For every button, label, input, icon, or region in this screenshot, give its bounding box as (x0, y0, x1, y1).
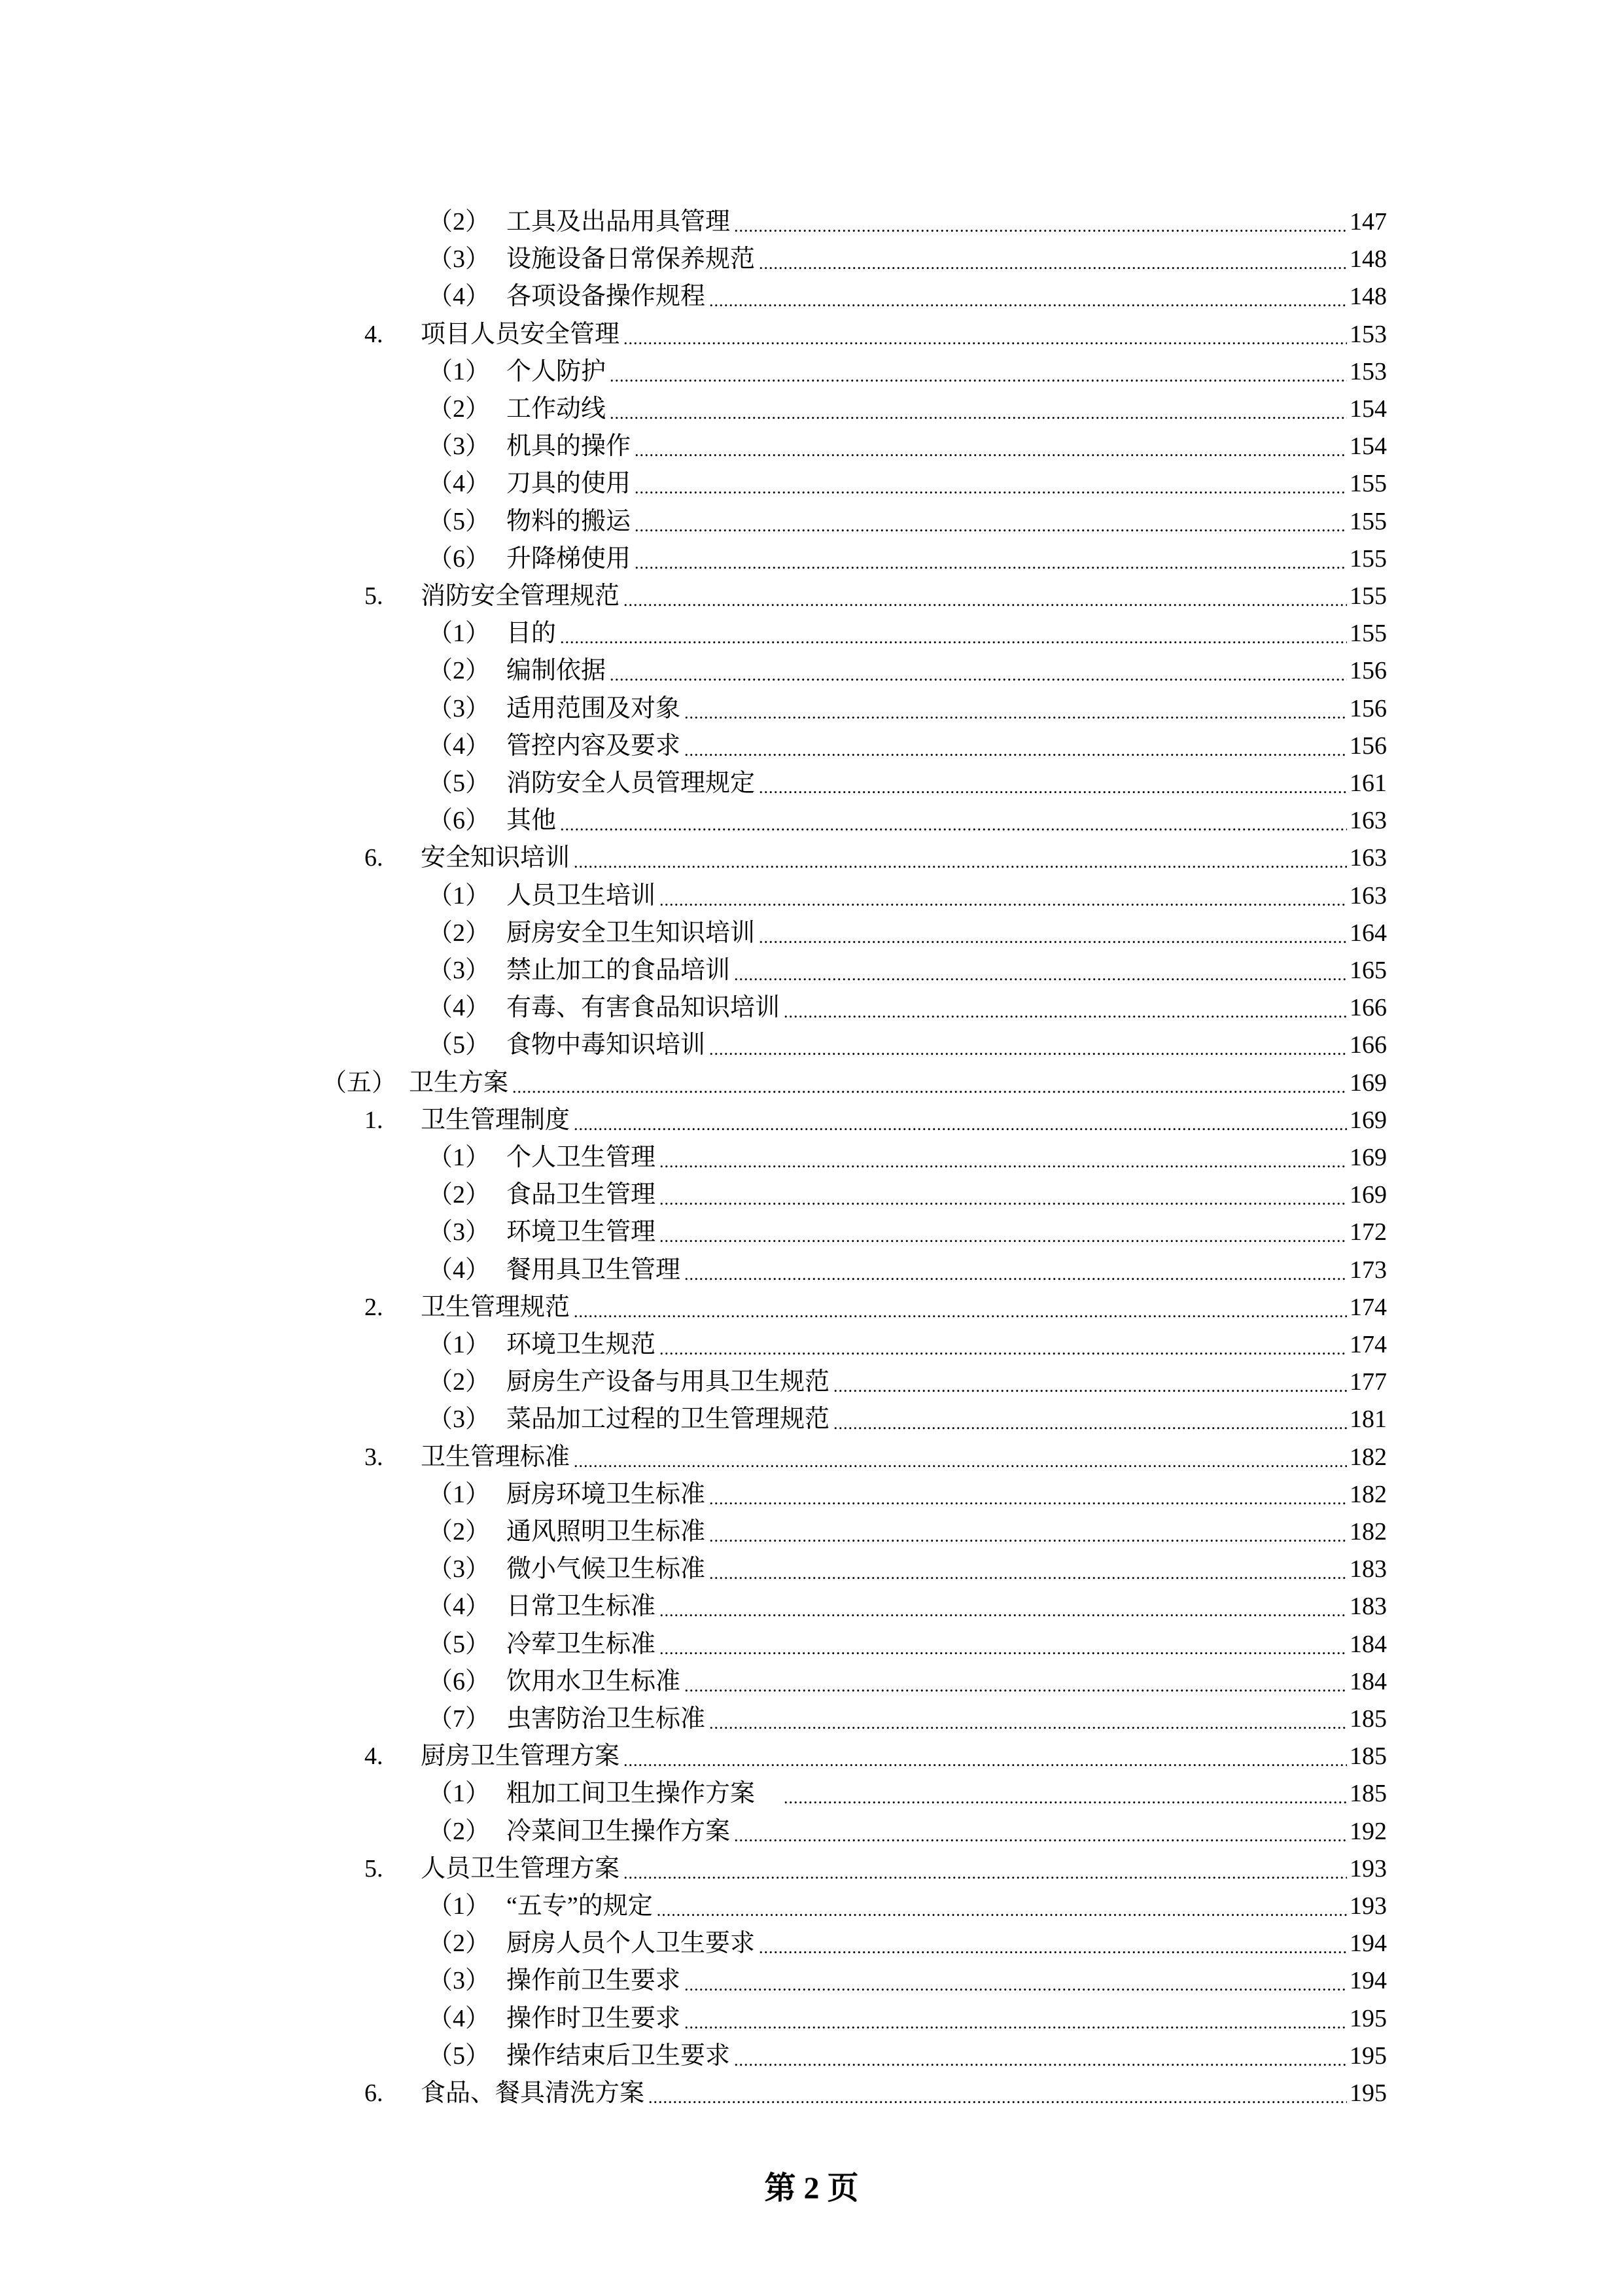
toc-entry-page: 148 (1350, 283, 1387, 311)
toc-entry-page: 183 (1350, 1555, 1387, 1583)
toc-leader-dots (684, 1975, 1347, 1995)
toc-entry-page: 155 (1350, 470, 1387, 498)
toc-entry[interactable] (364, 1733, 1387, 1771)
toc-entry[interactable] (364, 835, 1387, 872)
toc-entry-number: （3） (428, 245, 491, 274)
toc-entry-number: （3） (428, 1555, 491, 1583)
toc-entry-number: 5. (364, 1854, 383, 1882)
toc-entry-page: 185 (1350, 1780, 1387, 1808)
toc-entry-title: 刀具的使用 (506, 470, 631, 498)
toc-entry-title: 目的 (506, 620, 557, 648)
toc-entry[interactable] (428, 1583, 1387, 1621)
toc-entry-number: 5. (364, 582, 383, 610)
toc-leader-dots (734, 217, 1347, 236)
toc-entry-number: （3） (428, 694, 491, 722)
toc-leader-dots (623, 591, 1347, 610)
toc-entry-title: 厨房卫生管理方案 (421, 1742, 620, 1771)
toc-entry-page: 195 (1350, 2004, 1387, 2032)
toc-entry-number: （2） (428, 1930, 491, 1958)
toc-entry[interactable] (428, 1172, 1387, 1209)
toc-entry-number: （3） (428, 1405, 491, 1434)
toc-entry-title: 升降梯使用 (506, 544, 631, 573)
toc-leader-dots (659, 1639, 1347, 1659)
toc-entry-page: 169 (1350, 1069, 1387, 1097)
toc-entry-number: （3） (428, 1967, 491, 1995)
toc-entry-page: 169 (1350, 1106, 1387, 1134)
toc-entry-title: 环境卫生规范 (506, 1331, 656, 1358)
toc-leader-dots (623, 329, 1347, 349)
toc-entry-number: （4） (428, 732, 491, 760)
toc-entry-title: 餐用具卫生管理 (506, 1256, 681, 1284)
toc-leader-dots (734, 2051, 1347, 2070)
toc-entry-page: 147 (1350, 208, 1387, 236)
toc-entry-title: 工作动线 (506, 395, 606, 423)
toc-entry-page: 172 (1350, 1218, 1387, 1246)
toc-entry[interactable] (364, 1097, 1387, 1135)
toc-entry-page: 153 (1350, 320, 1387, 348)
toc-entry-title: 厨房环境卫生标准 (506, 1480, 706, 1508)
toc-entry-title: 工具及出品用具管理 (506, 208, 731, 236)
toc-entry-title: 厨房安全卫生知识培训 (506, 919, 756, 947)
toc-entry-title: 操作结束后卫生要求 (506, 2041, 731, 2070)
toc-entry-page: 195 (1350, 2079, 1387, 2107)
toc-entry-title: 人员卫生管理方案 (421, 1854, 620, 1882)
toc-leader-dots (635, 441, 1347, 461)
toc-entry-number: （3） (428, 1218, 491, 1246)
toc-leader-dots (623, 1751, 1347, 1771)
toc-entry-title: “五专”的规定 (506, 1892, 653, 1920)
toc-entry-page: 184 (1350, 1667, 1387, 1695)
toc-leader-dots (784, 1002, 1347, 1022)
toc-entry-title: 操作前卫生要求 (506, 1967, 681, 1995)
toc-entry-number: 4. (364, 1742, 383, 1771)
toc-leader-dots (759, 254, 1347, 274)
toc-entry-page: 166 (1350, 1031, 1387, 1059)
toc-entry[interactable] (428, 461, 1387, 498)
toc-leader-dots (635, 478, 1347, 498)
toc-entry[interactable] (364, 573, 1387, 610)
toc-entry-title: 环境卫生管理 (506, 1218, 656, 1246)
toc-entry-number: （2） (428, 1518, 491, 1545)
toc-leader-dots (709, 1527, 1347, 1546)
toc-entry-number: （6） (428, 544, 491, 573)
toc-leader-dots (635, 554, 1347, 573)
toc-entry-title: 冷荤卫生标准 (506, 1630, 656, 1658)
toc-entry-number: （5） (428, 1031, 491, 1059)
toc-entry-number: （1） (428, 1780, 491, 1808)
toc-entry-page: 169 (1350, 1144, 1387, 1171)
toc-entry-title: 编制依据 (506, 657, 606, 685)
toc-entry[interactable] (428, 386, 1387, 423)
toc-leader-dots (574, 1452, 1347, 1472)
toc-entry-title: 个人防护 (506, 357, 606, 385)
toc-entry[interactable] (428, 1920, 1387, 1958)
toc-entry-number: （2） (428, 657, 491, 685)
toc-entry-page: 195 (1350, 2041, 1387, 2070)
toc-entry[interactable] (428, 610, 1387, 648)
toc-leader-dots (784, 1788, 1347, 1808)
toc-entry-title: 粗加工间卫生操作方案 (506, 1780, 780, 1808)
toc-entry-title: 安全知识培训 (421, 844, 570, 872)
toc-leader-dots (648, 2088, 1347, 2108)
toc-entry[interactable] (428, 1396, 1387, 1434)
toc-entry-number: （1） (428, 620, 491, 648)
toc-entry-page: 182 (1350, 1518, 1387, 1545)
toc-entry[interactable] (428, 499, 1387, 536)
toc-entry-title: 消防安全人员管理规定 (506, 769, 756, 797)
toc-entry-page: 155 (1350, 544, 1387, 573)
toc-entry-number: （4） (428, 470, 491, 498)
toc-entry-title: 禁止加工的食品培训 (506, 957, 731, 984)
toc-entry-page: 166 (1350, 994, 1387, 1022)
toc-entry-page: 165 (1350, 957, 1387, 984)
toc-entry-title: 卫生管理规范 (421, 1293, 570, 1321)
toc-entry-number: （5） (428, 507, 491, 535)
toc-entry-number: （2） (428, 919, 491, 947)
toc-entry[interactable] (428, 910, 1387, 947)
toc-entry-page: 182 (1350, 1480, 1387, 1508)
toc-entry-number: （5） (428, 1630, 491, 1658)
toc-entry-title: 各项设备操作规程 (506, 283, 706, 311)
toc-leader-dots (635, 516, 1347, 536)
toc-entry[interactable] (428, 648, 1387, 685)
toc-leader-dots (610, 366, 1347, 386)
toc-entry-number: （6） (428, 807, 491, 835)
toc-entry[interactable] (428, 1883, 1387, 1920)
toc-entry-title: 有毒、有害食品知识培训 (506, 994, 780, 1022)
toc-entry-number: 3. (364, 1443, 383, 1471)
toc-entry-page: 183 (1350, 1593, 1387, 1621)
toc-entry-page: 184 (1350, 1630, 1387, 1658)
toc-entry-title: 卫生管理制度 (421, 1106, 570, 1134)
toc-entry[interactable] (364, 1284, 1387, 1322)
toc-leader-dots (610, 665, 1347, 685)
toc-entry-page: 174 (1350, 1331, 1387, 1358)
toc-leader-dots (623, 1863, 1347, 1883)
toc-entry-number: （2） (428, 1817, 491, 1845)
toc-entry-title: 卫生管理标准 (421, 1443, 570, 1471)
toc-leader-dots (659, 1601, 1347, 1621)
toc-entry-number: （五） (322, 1069, 397, 1097)
toc-entry[interactable] (428, 536, 1387, 573)
toc-entry-page: 192 (1350, 1817, 1387, 1845)
toc-entry-number: 6. (364, 2079, 383, 2107)
toc-entry[interactable] (364, 2070, 1387, 2108)
toc-entry-number: 2. (364, 1293, 383, 1321)
toc-entry-title: 虫害防治卫生标准 (506, 1705, 706, 1733)
toc-entry-number: （4） (428, 283, 491, 311)
toc-leader-dots (759, 928, 1347, 947)
toc-entry-number: （6） (428, 1667, 491, 1695)
toc-entry-number: （5） (428, 2041, 491, 2070)
toc-entry-page: 177 (1350, 1368, 1387, 1396)
toc-entry-page: 155 (1350, 507, 1387, 535)
toc-entry-number: （1） (428, 1331, 491, 1358)
toc-entry-title: 人员卫生培训 (506, 881, 656, 910)
toc-entry[interactable] (428, 798, 1387, 835)
toc-leader-dots (574, 853, 1347, 872)
toc-leader-dots (709, 1714, 1347, 1733)
toc-entry[interactable] (428, 1022, 1387, 1059)
toc-entry-title: 微小气候卫生标准 (506, 1555, 706, 1583)
toc-entry-page: 194 (1350, 1967, 1387, 1995)
toc-entry[interactable] (428, 1809, 1387, 1846)
toc-entry[interactable] (428, 1359, 1387, 1396)
toc-entry-number: （2） (428, 208, 491, 236)
toc-entry-title: 管控内容及要求 (506, 732, 681, 760)
toc-leader-dots (684, 703, 1347, 723)
toc-entry-number: 6. (364, 844, 383, 872)
toc-entry[interactable] (428, 1247, 1387, 1284)
toc-entry-page: 182 (1350, 1443, 1387, 1471)
toc-entry-title: 食品、餐具清洗方案 (421, 2079, 645, 2107)
toc-entry-number: （3） (428, 957, 491, 984)
toc-entry[interactable] (428, 1546, 1387, 1583)
toc-entry[interactable] (428, 199, 1387, 236)
toc-entry-title: 机具的操作 (506, 433, 631, 461)
toc-entry[interactable] (364, 1846, 1387, 1883)
toc-entry-page: 174 (1350, 1293, 1387, 1321)
toc-entry-page: 156 (1350, 694, 1387, 722)
toc-entry[interactable] (428, 686, 1387, 723)
toc-entry[interactable] (428, 1696, 1387, 1733)
toc-entry-number: （1） (428, 881, 491, 910)
toc-entry[interactable] (428, 947, 1387, 985)
toc-entry-number: （4） (428, 994, 491, 1022)
toc-entry-page: 156 (1350, 732, 1387, 760)
toc-entry[interactable] (428, 1659, 1387, 1696)
toc-entry-page: 155 (1350, 582, 1387, 610)
toc-leader-dots (657, 1901, 1347, 1920)
toc-entry[interactable] (428, 1996, 1387, 2033)
toc-entry-number: （1） (428, 1480, 491, 1508)
toc-entry[interactable] (428, 1621, 1387, 1659)
toc-entry[interactable] (428, 1472, 1387, 1509)
toc-entry[interactable] (428, 723, 1387, 760)
toc-entry-title: 菜品加工过程的卫生管理规范 (506, 1405, 830, 1434)
toc-leader-dots (684, 1676, 1347, 1696)
toc-entry[interactable] (428, 1771, 1387, 1808)
toc-leader-dots (833, 1377, 1347, 1396)
toc-entry[interactable] (428, 1958, 1387, 1995)
toc-entry-page: 148 (1350, 245, 1387, 274)
toc-entry[interactable] (428, 236, 1387, 274)
toc-entry[interactable] (322, 1060, 1387, 1097)
toc-entry-page: 181 (1350, 1405, 1387, 1434)
toc-entry-title: 卫生方案 (409, 1069, 509, 1097)
toc-entry-number: （2） (428, 395, 491, 423)
toc-entry-title: 日常卫生标准 (506, 1593, 656, 1621)
toc-leader-dots (659, 1339, 1347, 1359)
toc-entry-number: （4） (428, 1256, 491, 1284)
toc-entry-title: 厨房生产设备与用具卫生规范 (506, 1368, 830, 1396)
toc-entry-page: 161 (1350, 769, 1387, 797)
toc-entry-number: （4） (428, 1593, 491, 1621)
toc-entry[interactable] (428, 2033, 1387, 2070)
toc-entry-page: 163 (1350, 807, 1387, 835)
toc-leader-dots (659, 1152, 1347, 1172)
toc-leader-dots (759, 778, 1347, 798)
toc-leader-dots (709, 291, 1347, 311)
toc-entry-title: 项目人员安全管理 (421, 320, 620, 348)
toc-entry[interactable] (428, 760, 1387, 798)
toc-entry-number: （2） (428, 1181, 491, 1209)
toc-entry-title: 食物中毒知识培训 (506, 1031, 706, 1059)
toc-entry-number: 1. (364, 1106, 383, 1134)
toc-leader-dots (734, 1826, 1347, 1846)
toc-entry-number: （4） (428, 2004, 491, 2032)
toc-entry-page: 154 (1350, 395, 1387, 423)
page-number-footer: 第 2 页 (764, 2171, 859, 2206)
toc-leader-dots (512, 1078, 1347, 1097)
toc-entry-title: 个人卫生管理 (506, 1144, 656, 1171)
toc-entry-page: 164 (1350, 919, 1387, 947)
toc-leader-dots (709, 1489, 1347, 1509)
toc-leader-dots (684, 2013, 1347, 2033)
toc-leader-dots (709, 1040, 1347, 1059)
toc-entry-number: （1） (428, 357, 491, 385)
toc-leader-dots (560, 628, 1347, 648)
toc-leader-dots (734, 965, 1347, 985)
toc-entry[interactable] (428, 274, 1387, 311)
toc-entry-page: 156 (1350, 657, 1387, 685)
toc-entry-title: 适用范围及对象 (506, 694, 681, 722)
toc-entry-page: 185 (1350, 1742, 1387, 1771)
toc-entry[interactable] (428, 1509, 1387, 1546)
toc-leader-dots (610, 404, 1347, 423)
toc-leader-dots (684, 741, 1347, 760)
toc-entry-page: 154 (1350, 433, 1387, 461)
toc-entry-number: 4. (364, 320, 383, 348)
toc-leader-dots (659, 891, 1347, 910)
toc-entry-title: 操作时卫生要求 (506, 2004, 681, 2032)
toc-entry-page: 155 (1350, 620, 1387, 648)
toc-entry-page: 173 (1350, 1256, 1387, 1284)
toc-entry-page: 153 (1350, 357, 1387, 385)
toc-entry-title: 消防安全管理规范 (421, 582, 620, 610)
toc-leader-dots (574, 1115, 1347, 1135)
toc-entry-page: 169 (1350, 1181, 1387, 1209)
toc-entry[interactable] (428, 1209, 1387, 1246)
toc-entry-title: 厨房人员个人卫生要求 (506, 1930, 756, 1958)
toc-entry[interactable] (428, 423, 1387, 461)
toc-entry-page: 193 (1350, 1892, 1387, 1920)
toc-entry-page: 193 (1350, 1854, 1387, 1882)
toc-entry-number: （5） (428, 769, 491, 797)
toc-entry[interactable] (428, 349, 1387, 386)
toc-leader-dots (659, 1227, 1347, 1246)
toc-entry[interactable] (428, 985, 1387, 1022)
toc-leader-dots (684, 1265, 1347, 1284)
toc-entry-number: （1） (428, 1892, 491, 1920)
toc-entry[interactable] (428, 1322, 1387, 1359)
toc-entry-title: 冷菜间卫生操作方案 (506, 1817, 731, 1845)
toc-entry[interactable] (428, 873, 1387, 910)
toc-entry[interactable] (364, 311, 1387, 349)
toc-leader-dots (709, 1564, 1347, 1583)
toc-entry-title: 其他 (506, 807, 557, 835)
toc-entry-title: 饮用水卫生标准 (506, 1667, 681, 1695)
toc-entry-title: 通风照明卫生标准 (506, 1518, 706, 1545)
toc-entry-number: （2） (428, 1368, 491, 1396)
toc-entry-number: （3） (428, 433, 491, 461)
toc-leader-dots (574, 1302, 1347, 1322)
toc-entry-title: 食品卫生管理 (506, 1181, 656, 1209)
toc-entry-number: （1） (428, 1144, 491, 1171)
toc-entry-title: 设施设备日常保养规范 (506, 245, 756, 274)
toc-entry-number: （7） (428, 1705, 491, 1733)
toc-entry-page: 194 (1350, 1930, 1387, 1958)
toc-entry-page: 185 (1350, 1705, 1387, 1733)
toc-entry-title: 物料的搬运 (506, 507, 631, 535)
toc-entry[interactable] (364, 1434, 1387, 1472)
toc-leader-dots (560, 815, 1347, 835)
toc-entry[interactable] (428, 1135, 1387, 1172)
toc-leader-dots (833, 1414, 1347, 1434)
toc-leader-dots (759, 1938, 1347, 1958)
toc-leader-dots (659, 1190, 1347, 1209)
toc-entry-page: 163 (1350, 844, 1387, 872)
toc-entry-page: 163 (1350, 881, 1387, 910)
